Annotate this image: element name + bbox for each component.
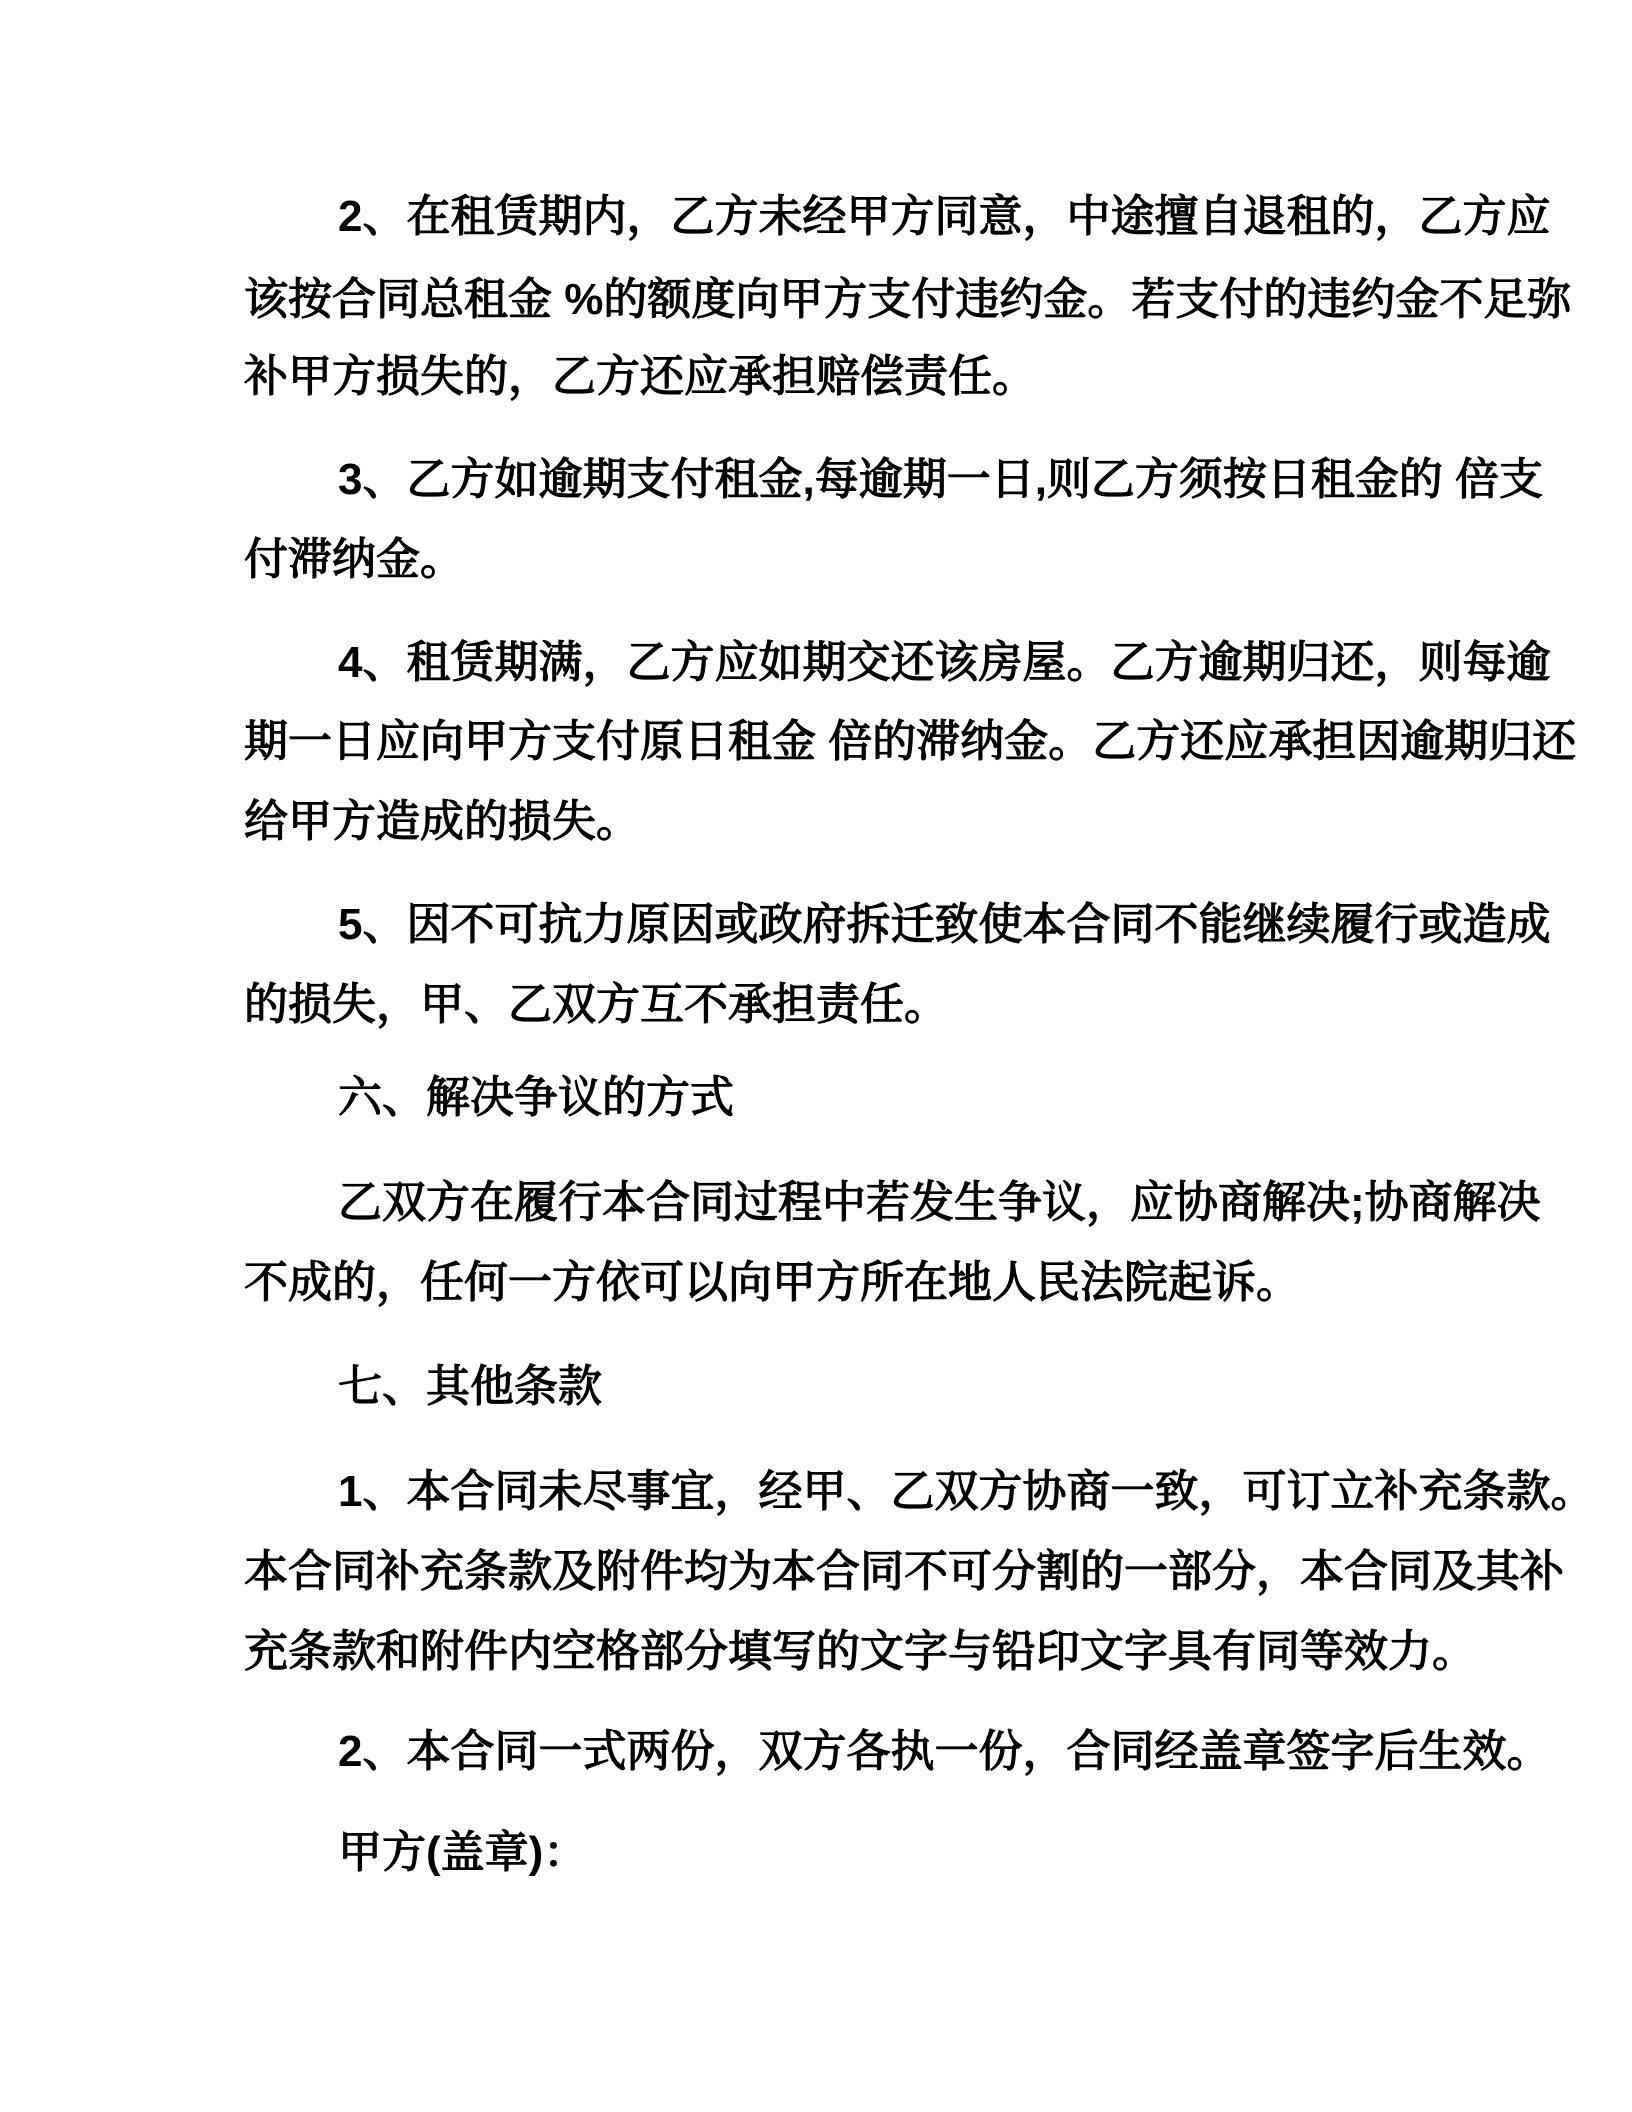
clause-2-line-1: 2、在租赁期内，乙方未经甲方同意，中途擅自退租的，乙方应 (338, 192, 1551, 241)
clause-7-1-line-3: 充条款和附件内空格部分填写的文字与铅印文字具有同等效力。 (244, 1627, 1476, 1676)
party-a-seal-line: 甲方(盖章)： (338, 1828, 588, 1877)
clause-4-line-2: 期一日应向甲方支付原日租金 倍的滞纳金。乙方还应承担因逾期归还 (244, 717, 1577, 766)
clause-5-line-2: 的损失，甲、乙双方互不承担责任。 (244, 980, 948, 1029)
section-6-heading: 六、解决争议的方式 (338, 1073, 734, 1122)
clause-3-line-1: 3、乙方如逾期支付租金,每逾期一日,则乙方须按日租金的 倍支 (338, 455, 1544, 504)
clause-7-1-line-2: 本合同补充条款及附件均为本合同不可分割的一部分，本合同及其补 (244, 1547, 1564, 1596)
clause-4-line-3: 给甲方造成的损失。 (244, 797, 640, 846)
clause-2-line-3: 补甲方损失的，乙方还应承担赔偿责任。 (244, 352, 1036, 401)
section-6-para-line-1: 乙双方在履行本合同过程中若发生争议，应协商解决;协商解决 (338, 1178, 1541, 1227)
clause-3-line-2: 付滞纳金。 (244, 535, 464, 584)
clause-2-line-2: 该按合同总租金 %的额度向甲方支付违约金。若支付的违约金不足弥 (244, 275, 1572, 324)
clause-5-line-1: 5、因不可抗力原因或政府拆迁致使本合同不能继续履行或造成 (338, 900, 1551, 949)
section-6-para-line-2: 不成的，任何一方依可以向甲方所在地人民法院起诉。 (244, 1258, 1300, 1307)
section-7-heading: 七、其他条款 (338, 1362, 602, 1411)
clause-7-1-line-1: 1、本合同未尽事宜，经甲、乙双方协商一致，可订立补充条款。 (338, 1467, 1595, 1516)
clause-4-line-1: 4、租赁期满，乙方应如期交还该房屋。乙方逾期归还，则每逾 (338, 638, 1551, 687)
clause-7-2-line-1: 2、本合同一式两份，双方各执一份，合同经盖章签字后生效。 (338, 1727, 1551, 1776)
